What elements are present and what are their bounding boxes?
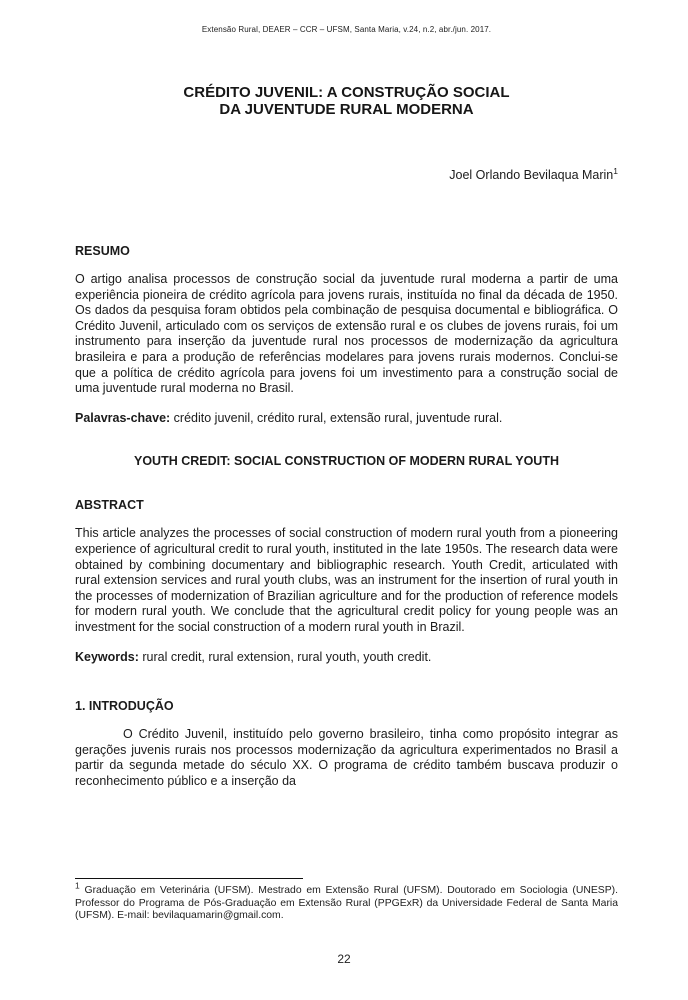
footnote-text: Graduação em Veterinária (UFSM). Mestrado em Extensão Rural (UFSM). Doutorado em Sociologia (UNESP). Professor do Programa de Pós-Graduação em Extensão Rural (PPGExR) da Universidade Federal de Santa Maria (UFSM). E-mail: bevilaquamarin@gmail.com. [75,885,618,922]
article-title-line1: CRÉDITO JUVENIL: A CONSTRUÇÃO SOCIAL [183,84,510,101]
footnote [75,880,618,923]
article-title [75,84,618,118]
abstract-paragraph: This article analyzes the processes of social construction of modern rural youth from a pioneering experience of agricultural credit to rural youth, instituted in the late 1950s. The research data were obtained by combining documentary and bibliographic research. Youth Credit, articulated with rural extension services and rural youth clubs, was an instrument for the insertion of rural youth in the processes of modernization of Brazilian agriculture and for the production of reference models for modern rural youth. We conclude that the agricultural credit policy for young people was an investment for the social construction of a modern rural youth in Brazil. [75,526,618,634]
keywords-pt [75,411,618,427]
footnote-rule [75,878,303,879]
page-number: 22 [337,952,351,966]
author-footnote-ref: 1 [613,165,618,176]
footnote-block [75,878,618,923]
abstract-heading: ABSTRACT [75,498,144,513]
keywords-pt-text: crédito juvenil, crédito rural, extensão rural, juventude rural. [170,410,503,425]
introduction-paragraph: O Crédito Juvenil, instituído pelo governo brasileiro, tinha como propósito integrar as gerações juvenis rurais nos processos modernização da agricultura experimentados no Brasil a partir da segunda metade do século XX. O programa de crédito também buscava produzir o reconhecimento público e a inserção da [75,727,618,788]
author-name: Joel Orlando Bevilaqua Marin [449,168,614,182]
page-content [75,0,618,789]
introduction-heading: 1. INTRODUÇÃO [75,699,174,714]
keywords-en-text: rural credit, rural extension, rural youth, youth credit. [138,649,432,664]
keywords-pt-label: Palavras-chave: [75,410,171,425]
resumo-heading: RESUMO [75,244,130,258]
footnote-ref: 1 [75,880,80,891]
resumo-paragraph: O artigo analisa processos de construção social da juventude rural moderna a partir de uma experiência pioneira de crédito agrícola para jovens rurais, instituída no final da década de 1950. Os dados da pesquisa foram obtidos pela combinação de pesquisa documental e bibliográfica. O Crédito Juvenil, articulado com os serviços de extensão rural e os clubes de jovens rurais, foi um instrumento para inserção da juventude rural nos processos de modernização da agricultura brasileira e para a produção de referências modelares para jovens rurais modernos. Conclui-se que a política de crédito agrícola para jovens foi um investimento para a construção social de uma juventude rural moderna no Brasil. [75,272,618,396]
article-title-line2: DA JUVENTUDE RURAL MODERNA [219,101,474,118]
keywords-en [75,650,618,666]
keywords-en-label: Keywords: [75,649,139,664]
author-line [75,165,618,182]
english-title: YOUTH CREDIT: SOCIAL CONSTRUCTION OF MODERN RURAL YOUTH [133,454,559,469]
journal-header: Extensão Rural, DEAER – CCR – UFSM, Santa Maria, v.24, n.2, abr./jun. 2017. [201,25,492,34]
